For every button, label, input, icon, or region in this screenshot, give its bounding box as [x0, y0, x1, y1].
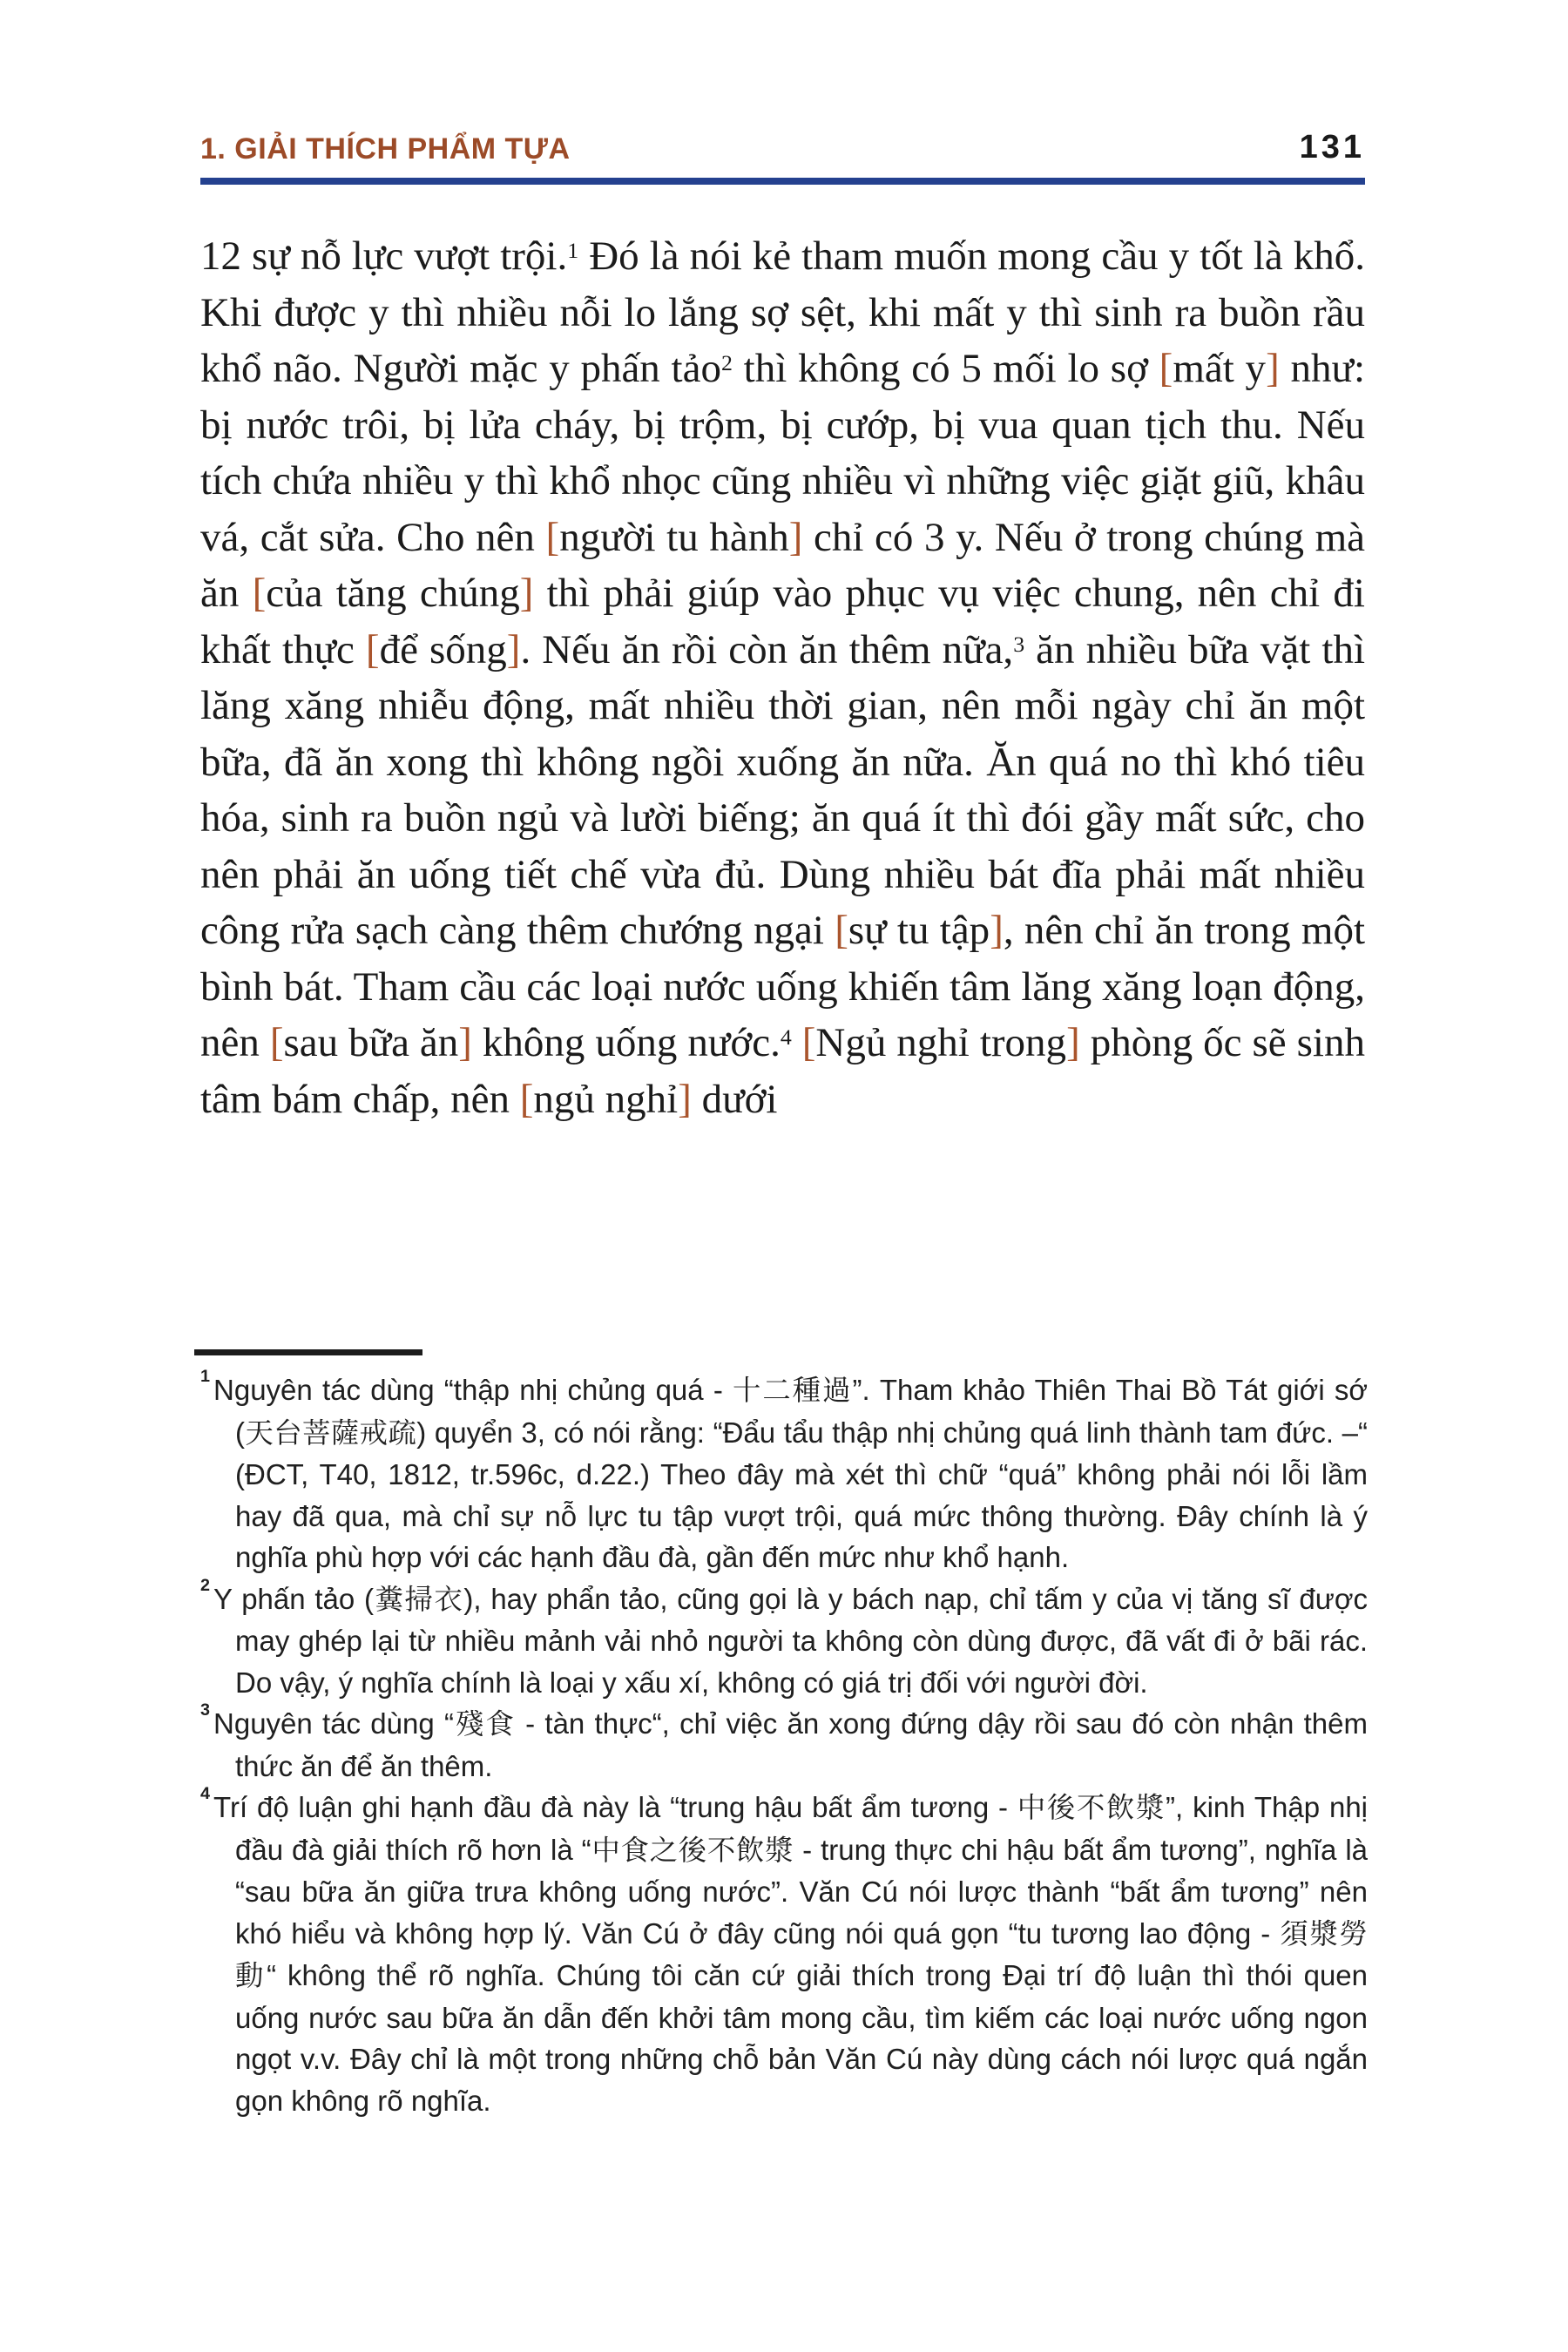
editorial-bracket-close: ] [1066, 1020, 1080, 1065]
footnote: $^4$ Trí độ luận ghi hạnh đầu đà này là “trung hậu bất ẩm tương - 中後不飲漿”, kinh Thập nhị đầu đà giải thích rõ hơn là “中食之後不飲漿 - trung thực chi hậu bất ẩm tương”, nghĩa là “sau bữa ăn giữa trưa không uống nước”. Văn Cú nói lược thành “bất ẩm tương” nên khó hiểu và không hợp lý. Văn Cú ở đây cũng nói quá gọn “tu tương lao động - 須漿勞動“ không thể rõ nghĩa. Chúng tôi căn cứ giải thích trong Đại trí độ luận thì thói quen uống nước sau bữa ăn dẫn đến khởi tâm mong cầu, tìm kiếm các loại nước uống ngon ngọt v.v. Đây chỉ là một trong những chỗ bản Văn Cú này dùng cách nói lược quá ngắn gọn không rõ nghĩa. [200, 1784, 1369, 2117]
chinese-term: 天台菩薩戒疏 [245, 1416, 417, 1450]
body-paragraph: 12 sự nỗ lực vượt trội.$^1$ Đó là nói kẻ tham muốn mong cầu y tốt là khổ. Khi được y thì nhiều nỗi lo lắng sợ sệt, khi mất y thì sinh ra buồn rầu khổ não. Người mặc y phấn tảo$^2$ thì không có 5 mối lo sợ [mất y] như: bị nước trôi, bị lửa cháy, bị trộm, bị cướp, bị vua quan tịch thu. Nếu tích chứa nhiều y thì khổ nhọc cũng nhiều vì những việc giặt giũ, khâu vá, cắt sửa. Cho nên [người tu hành] chỉ có 3 y. Nếu ở trong chúng mà ăn [của tăng chúng] thì phải giúp vào phục vụ việc chung, nên chỉ đi khất thực [để sống]. Nếu ăn rồi còn ăn thêm nữa,$^3$ ăn nhiều bữa vặt thì lăng xăng nhiễu động, mất nhiều thời gian, nên mỗi ngày chỉ ăn một bữa, đã ăn xong thì không ngồi xuống ăn nữa. Ăn quá no thì khó tiêu hóa, sinh ra buồn ngủ và lười biếng; ăn quá ít thì đói gầy mất sức, cho nên phải ăn uống tiết chế vừa đủ. Dùng nhiều bát đĩa phải mất nhiều công rửa sạch càng thêm chướng ngại [sự tu tập], nên chỉ ăn trong một bình bát. Tham cầu các loại nước uống khiến tâm lăng xăng loạn động, nên [sau bữa ăn] không uống nước.$^4$ [Ngủ nghỉ trong] phòng ốc sẽ sinh tâm bám chấp, nên [ngủ nghỉ] dưới [200, 233, 1366, 1122]
header-rule [200, 178, 1365, 185]
footnote: $^3$ Nguyên tác dùng “殘食 - tàn thực“, chỉ việc ăn xong đứng dậy rồi sau đó còn nhận thêm thức ăn để ăn thêm. [200, 1700, 1368, 1782]
editorial-bracket-open: [ [365, 626, 380, 672]
editorial-bracket-close: ] [458, 1020, 472, 1065]
page-header [200, 129, 1365, 166]
chinese-term: 中後不飲漿 [1017, 1791, 1166, 1824]
chinese-term: 中食之後不飲漿 [591, 1833, 794, 1867]
editorial-insertion: sau bữa ăn [283, 1020, 459, 1065]
editorial-insertion: ngủ nghỉ [533, 1076, 679, 1122]
editorial-insertion: để sống [379, 626, 507, 672]
chinese-term: 須漿勞動 [235, 1916, 1369, 1992]
editorial-bracket-close: ] [506, 626, 521, 672]
editorial-bracket-open: [ [1159, 346, 1173, 391]
footnote-marker: 3 [200, 1700, 211, 1720]
footnote: $^2$ Y phấn tảo (糞掃衣), hay phẩn tảo, cũng gọi là y bách nạp, chỉ tấm y của vị tăng sĩ được may ghép lại từ nhiều mảnh vải nhỏ người ta không còn dùng được, đã vất đi ở bãi rác. Do vậy, ý nghĩa chính là loại y xấu xí, không có giá trị đối với người đời. [200, 1575, 1369, 1699]
editorial-insertion: của tăng chúng [266, 571, 520, 616]
footnote-marker: 1 [200, 1367, 211, 1387]
editorial-insertion: người tu hành [559, 514, 789, 560]
footnotes-section [200, 1369, 1368, 2121]
chinese-term: 十二種過 [733, 1374, 853, 1407]
editorial-bracket-open: [ [519, 1076, 534, 1122]
editorial-bracket-close: ] [678, 1076, 692, 1122]
footnote-ref: 3 [1013, 631, 1025, 657]
editorial-insertion: sự tu tập [848, 908, 990, 953]
editorial-bracket-close: ] [990, 908, 1004, 953]
editorial-insertion: mất y [1173, 346, 1267, 391]
editorial-bracket-close: ] [1266, 346, 1280, 391]
chinese-term: 糞掃衣 [374, 1582, 464, 1616]
footnote-separator [194, 1349, 422, 1355]
editorial-bracket-close: ] [788, 514, 803, 560]
footnote-ref: 1 [567, 238, 579, 264]
editorial-bracket-open: [ [835, 908, 848, 953]
footnote-marker: 2 [200, 1575, 211, 1595]
running-title: 1. GIẢI THÍCH PHẨM TỰA [200, 132, 571, 166]
editorial-bracket-open: [ [252, 571, 267, 616]
footnote-marker: 4 [200, 1784, 211, 1804]
chinese-term: 殘食 [453, 1707, 516, 1740]
editorial-insertion: Ngủ nghỉ trong [815, 1020, 1067, 1065]
footnote: $^1$ Nguyên tác dùng “thập nhị chủng quá - 十二種過”. Tham khảo Thiên Thai Bồ Tát giới sớ (天台菩薩戒疏) quyển 3, có nói rằng: “Đẩu tẩu thập nhị chủng quá linh thành tam đức. –“ (ĐCT, T40, 1812, tr.596c, d.22.) Theo đây mà xét thì chữ “quá” không phải nói lỗi lầm hay đã qua, mà chỉ sự nỗ lực tu tập vượt trội, quá mức thông thường. Đây chính là ý nghĩa phù hợp với các hạnh đầu đà, gần đến mức như khổ hạnh. [200, 1367, 1369, 1573]
editorial-bracket-close: ] [519, 571, 534, 616]
editorial-bracket-open: [ [801, 1020, 816, 1065]
footnote-ref: 2 [720, 350, 733, 376]
footnote-ref: 4 [780, 1024, 792, 1051]
editorial-bracket-open: [ [545, 514, 560, 560]
page-number: 131 [1299, 129, 1365, 166]
editorial-bracket-open: [ [269, 1020, 284, 1065]
